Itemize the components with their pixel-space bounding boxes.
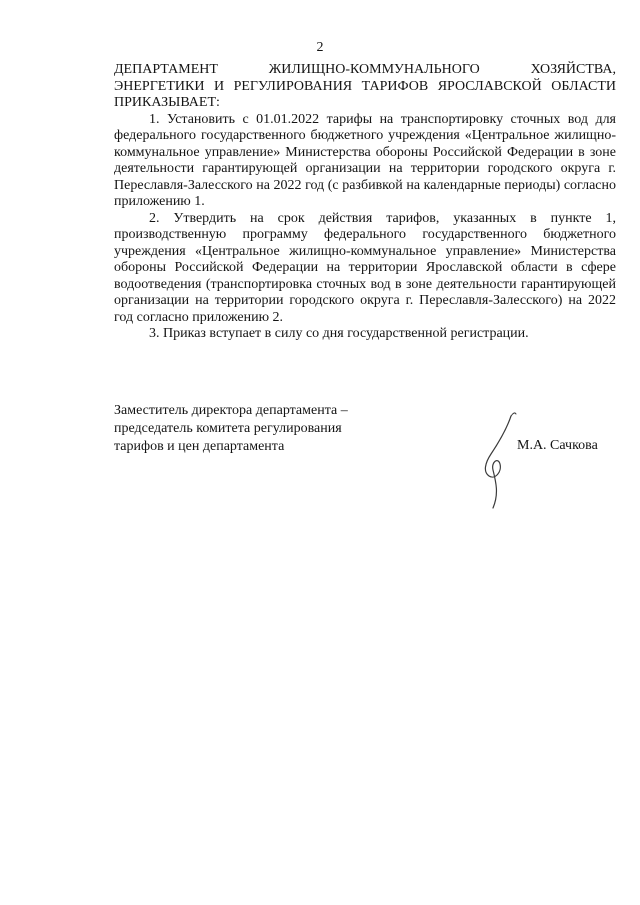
- paragraph-1: 1. Установить с 01.01.2022 тарифы на транспортировку сточных вод для федерального государственного бюджетного учреждения «Центральное жилищно-коммунальное управление» Министерства обороны Российской Федерации в зоне деятельности гарантирующей организации на территории городского округа г. Переславля-Залесского на 2022 год (с разбивкой на календарные периоды) согласно приложению 1.: [114, 111, 616, 209]
- signatory-title-line-2: председатель комитета регулирования: [114, 421, 342, 436]
- signature-block: [114, 402, 616, 522]
- signatory-title: [114, 402, 348, 456]
- signatory-title-line-1: Заместитель директора департамента –: [114, 403, 348, 418]
- order-heading: ДЕПАРТАМЕНТ ЖИЛИЩНО-КОММУНАЛЬНОГО ХОЗЯЙСТВА, ЭНЕРГЕТИКИ И РЕГУЛИРОВАНИЯ ТАРИФОВ ЯРОСЛАВСКОЙ ОБЛАСТИ ПРИКАЗЫВАЕТ:: [114, 62, 616, 110]
- page-number: 2: [316, 40, 324, 55]
- paragraph-3: 3. Приказ вступает в силу со дня государственной регистрации.: [149, 326, 529, 341]
- handwritten-signature-icon: [469, 402, 539, 517]
- paragraph-2: 2. Утвердить на срок действия тарифов, указанных в пункте 1, производственную программу федерального государственного бюджетного учреждения «Центральное жилищно-коммунальное управление» Министерства обороны Российской Федерации на территории Ярославской области в сфере водоотведения (транспортировка сточных вод в зоне деятельности гарантирующей организации на территории городского округа г. Переславля-Залесского) на 2022 год согласно приложению 2.: [114, 210, 616, 325]
- signatory-name: М.А. Сачкова: [517, 438, 598, 453]
- document-body: [114, 62, 616, 343]
- signatory-title-line-3: тарифов и цен департамента: [114, 439, 285, 454]
